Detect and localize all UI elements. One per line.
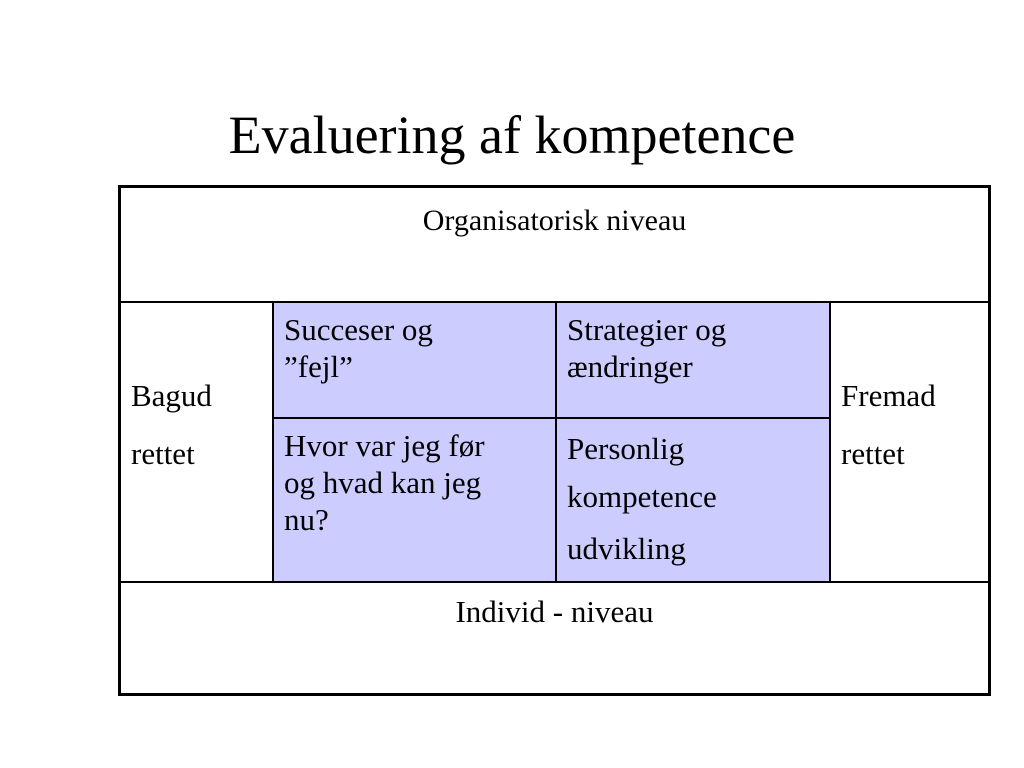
cell-br-line-2: kompetence bbox=[567, 479, 717, 514]
cell-bl-line-1: Hvor var jeg før bbox=[284, 428, 485, 463]
left-band-label-line-1: Bagud bbox=[131, 378, 212, 413]
cell-strategies-changes bbox=[557, 303, 829, 419]
cell-br-line-1: Personlig bbox=[567, 431, 685, 466]
cell-tr-line-1: Strategier og bbox=[567, 312, 727, 347]
slide-title-text: Evaluering af kompetence bbox=[228, 105, 796, 165]
cell-tl-line-2: ”fejl” bbox=[284, 349, 353, 385]
evaluation-matrix bbox=[118, 185, 991, 696]
left-band-label-line-2: rettet bbox=[131, 436, 195, 471]
right-band-label-line-2: rettet bbox=[841, 436, 905, 471]
left-band-backward bbox=[121, 303, 274, 581]
top-band-organisational-level bbox=[121, 188, 988, 303]
slide-title bbox=[0, 100, 1024, 170]
bottom-band-individual-level bbox=[121, 581, 988, 693]
cell-br-line-3: udvikling bbox=[567, 531, 686, 566]
cell-tl-line-1: Succeser og bbox=[284, 312, 433, 347]
bottom-band-label: Individ - niveau bbox=[455, 594, 654, 629]
cell-personal-competence-development bbox=[557, 419, 829, 581]
cell-bl-line-2: og hvad kan jeg bbox=[284, 465, 482, 501]
cell-bl-line-3: nu? bbox=[284, 502, 329, 538]
right-band-forward bbox=[829, 303, 988, 581]
top-band-label: Organisatorisk niveau bbox=[422, 204, 687, 237]
right-band-label-line-1: Fremad bbox=[841, 378, 936, 413]
cell-tr-line-2: ændringer bbox=[567, 349, 693, 385]
cell-where-was-i bbox=[274, 419, 557, 581]
cell-successes-failures bbox=[274, 303, 557, 419]
